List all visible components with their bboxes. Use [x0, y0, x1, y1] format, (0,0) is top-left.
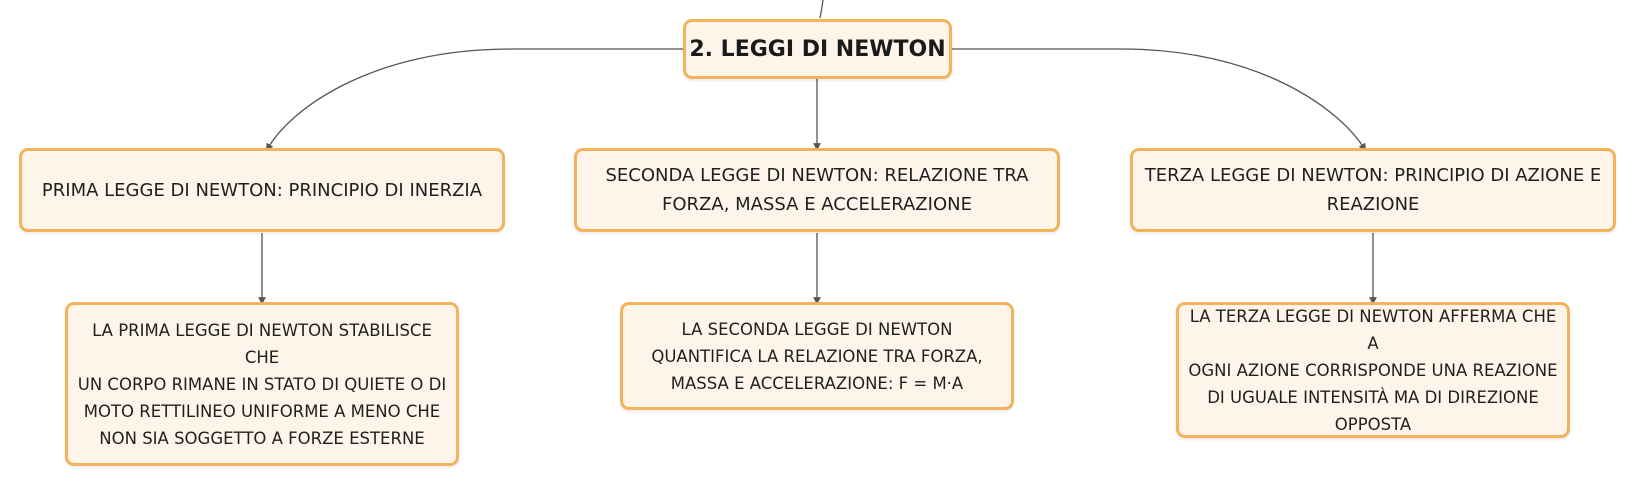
description-line: UN CORPO RIMANE IN STATO DI QUIETE O DI: [77, 374, 447, 394]
description-line: MASSA E ACCELERAZIONE: F = M·A: [670, 373, 964, 393]
branch-title-line: FORZA, MASSA E ACCELERAZIONE: [662, 194, 972, 215]
description-node-terza-legge[interactable]: [1176, 302, 1570, 438]
branch-title-line: TERZA LEGGE DI NEWTON: PRINCIPIO DI AZIONE E: [1144, 165, 1602, 186]
branch-title-line: REAZIONE: [1326, 194, 1420, 215]
root-node-title: 2. LEGGI DI NEWTON: [689, 36, 946, 62]
description-line: LA TERZA LEGGE DI NEWTON AFFERMA CHE A: [1189, 306, 1557, 353]
description-line: LA PRIMA LEGGE DI NEWTON STABILISCE CHE: [92, 320, 432, 367]
description-line: MOTO RETTILINEO UNIFORME A MENO CHE: [83, 401, 441, 421]
description-line: NON SIA SOGGETTO A FORZE ESTERNE: [99, 428, 425, 448]
branch-node-prima-legge[interactable]: [19, 148, 505, 232]
branch-node-seconda-legge[interactable]: [574, 148, 1060, 232]
description-line: OPPOSTA: [1334, 414, 1412, 434]
description-line: LA SECONDA LEGGE DI NEWTON: [681, 319, 953, 339]
description-node-prima-legge[interactable]: [65, 302, 459, 466]
connector-root-to-terza: [952, 49, 1364, 148]
root-node-leggi-di-newton[interactable]: [683, 19, 952, 79]
connector-parent-to-root: [820, 0, 823, 18]
connector-root-to-prima: [268, 49, 684, 148]
description-line: OGNI AZIONE CORRISPONDE UNA REAZIONE: [1188, 360, 1558, 380]
branch-title-line: SECONDA LEGGE DI NEWTON: RELAZIONE TRA: [605, 165, 1029, 186]
branch-node-terza-legge[interactable]: [1130, 148, 1616, 232]
description-node-seconda-legge[interactable]: [620, 302, 1014, 410]
description-line: QUANTIFICA LA RELAZIONE TRA FORZA,: [651, 346, 983, 366]
description-line: DI UGUALE INTENSITÀ MA DI DIREZIONE: [1207, 387, 1539, 407]
branch-title-line: PRIMA LEGGE DI NEWTON: PRINCIPIO DI INERZIA: [41, 179, 483, 201]
